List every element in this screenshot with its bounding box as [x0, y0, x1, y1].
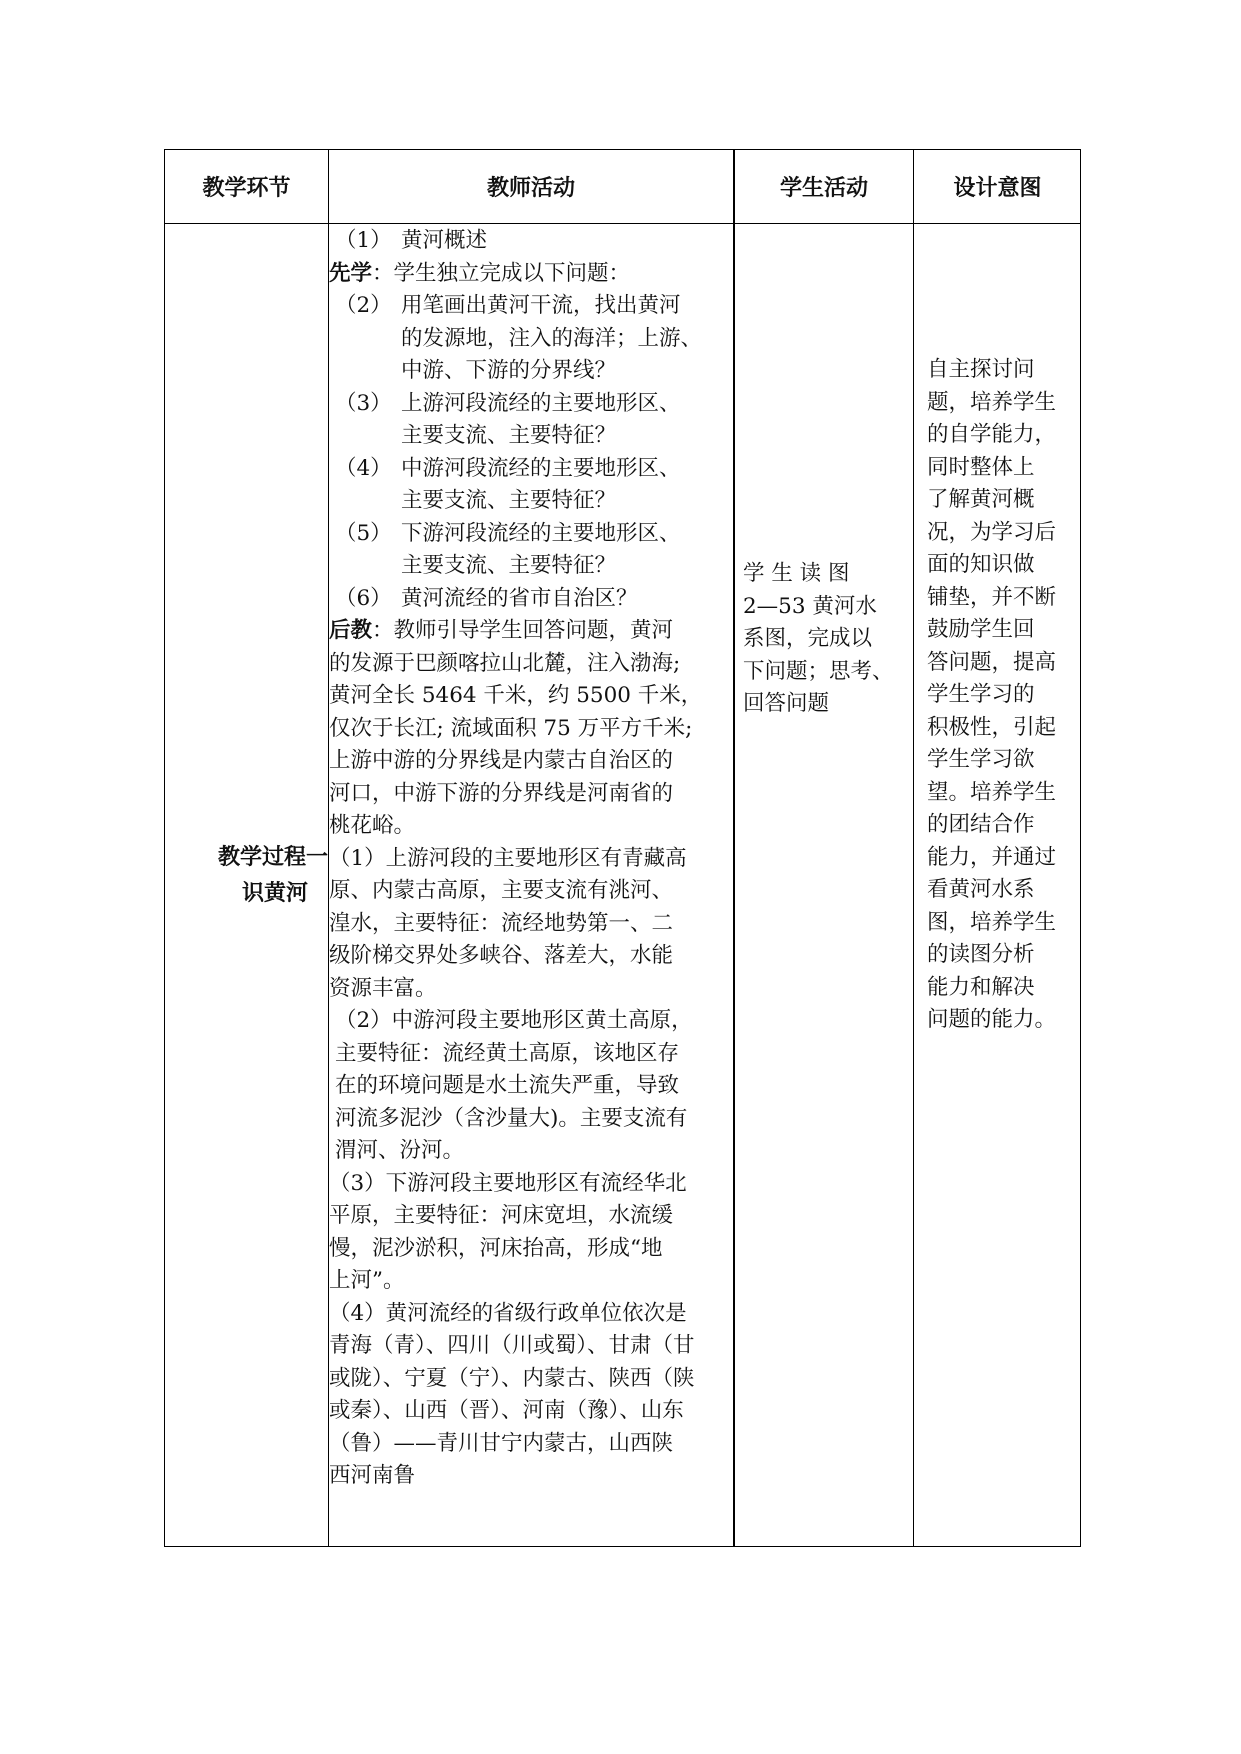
item-text: 主要支流、主要特征？ [401, 488, 617, 513]
paragraph-line: 回答问题 [743, 691, 830, 716]
paragraph-line: 图，培养学生 [927, 909, 1057, 935]
header-design-intent: 设计意图 [953, 176, 1042, 201]
header-student-activity: 学生活动 [779, 176, 868, 201]
header-teacher-activity: 教师活动 [486, 176, 575, 201]
paragraph-line: 上游中游的分界线是内蒙古自治区的 [329, 748, 674, 773]
item-text: 黄河流经的省市自治区？ [401, 585, 638, 611]
paragraph-line: 能力，并通过 [927, 844, 1057, 870]
column-divider [913, 150, 914, 1546]
item-number: （1） [335, 228, 392, 253]
paragraph-line: 平原，主要特征：河床宽坦，水流缓 [329, 1203, 674, 1228]
paragraph-line: 鼓励学生回 [927, 617, 1035, 642]
item-text: 中游、下游的分界线？ [401, 358, 617, 383]
item-number: （3） [335, 390, 392, 416]
paragraph-line: 系图，完成以 [743, 626, 873, 651]
design-intent-cell [927, 354, 1075, 1037]
item-number: （4） [335, 455, 392, 481]
paragraph-line: 答问题，提高 [927, 649, 1057, 675]
paragraph-line: 或秦）、山西（晋）、河南（豫）、山东 [329, 1398, 684, 1423]
paragraph-line: 资源丰富。 [329, 975, 437, 1001]
paragraph-line: 问题的能力。 [927, 1007, 1057, 1032]
paragraph-line: 原、内蒙古高原，主要支流有洮河、 [329, 878, 674, 903]
paragraph-line: 的发源于巴颜喀拉山北麓，注入渤海; [329, 650, 681, 676]
paragraph-line: 仅次于长江; 流域面积 75 万平方千米; [329, 715, 693, 741]
paragraph-line: 河流多泥沙（含沙量大)。主要支流有 [335, 1105, 688, 1131]
student-activity-cell [743, 558, 903, 721]
paragraph-line: 湟水，主要特征：流经地势第一、二 [329, 910, 674, 936]
post-teach-text: ：教师引导学生回答问题，黄河 [372, 618, 674, 643]
item-text: 用笔画出黄河干流，找出黄河 [401, 293, 681, 318]
paragraph-line: 河口，中游下游的分界线是河南省的 [329, 780, 674, 806]
section-label-line: 识黄河 [241, 881, 308, 906]
section-label [165, 840, 328, 912]
column-divider [733, 150, 735, 1546]
item-text: 上游河段流经的主要地形区、 [401, 390, 681, 416]
paragraph-line: 黄河全长 5464 千米，约 5500 千米， [329, 683, 703, 708]
paragraph-line: 铺垫，并不断 [927, 584, 1057, 610]
paragraph-line: 的读图分析 [927, 942, 1035, 967]
item-text: 下游河段流经的主要地形区、 [401, 520, 681, 546]
paragraph-line: 西河南鲁 [329, 1463, 416, 1488]
header-teaching-stage: 教学环节 [202, 176, 291, 201]
paragraph-line: 同时整体上 [927, 454, 1035, 480]
paragraph-line: （3）下游河段主要地形区有流经华北 [329, 1170, 687, 1196]
pre-learn-text: ：学生独立完成以下问题： [372, 260, 631, 286]
paragraph-line: （1）上游河段的主要地形区有青藏高 [329, 845, 687, 871]
paragraph-line: （鲁）——青川甘宁内蒙古，山西陕 [329, 1430, 674, 1456]
paragraph-line: 在的环境问题是水土流失严重，导致 [335, 1073, 680, 1098]
paragraph-line: 上河”。 [329, 1268, 405, 1293]
paragraph-line: 慢，泥沙淤积，河床抬高，形成“地 [329, 1235, 663, 1261]
lesson-plan-table [164, 149, 1081, 1547]
header-divider [165, 223, 1080, 224]
item-text: 中游河段流经的主要地形区、 [401, 455, 681, 481]
paragraph-line: 的团结合作 [927, 812, 1035, 837]
paragraph-line: （4）黄河流经的省级行政单位依次是 [329, 1300, 687, 1326]
paragraph-line: 的自学能力， [927, 422, 1057, 447]
item-text: 的发源地，注入的海洋；上游、 [401, 325, 703, 351]
teacher-activity-cell [329, 225, 733, 1493]
paragraph-line: 2—53 黄河水 [743, 593, 877, 619]
item-text: 黄河概述 [401, 228, 488, 253]
paragraph-line: 题，培养学生 [927, 389, 1057, 415]
item-text: 主要支流、主要特征？ [401, 423, 617, 448]
paragraph-line: （2）中游河段主要地形区黄土高原， [335, 1008, 693, 1033]
paragraph-line: 学生学习的 [927, 682, 1035, 707]
post-teach-label: 后教 [329, 618, 373, 643]
item-number: （5） [335, 520, 392, 546]
paragraph-line: 下问题；思考、 [743, 658, 894, 684]
paragraph-line: 主要特征：流经黄土高原，该地区存 [335, 1040, 680, 1066]
paragraph-line: 或陇）、宁夏（宁）、内蒙古、陕西（陕 [329, 1365, 695, 1391]
paragraph-line: 桃花峪。 [329, 813, 416, 838]
paragraph-line: 自主探讨问 [927, 357, 1035, 382]
item-text: 主要支流、主要特征？ [401, 553, 617, 578]
paragraph-line: 级阶梯交界处多峡谷、落差大，水能 [329, 943, 674, 968]
paragraph-line: 面的知识做 [927, 552, 1035, 577]
paragraph-line: 看黄河水系 [927, 877, 1035, 902]
item-number: （6） [335, 585, 392, 611]
paragraph-line: 学 生 读 图 [743, 561, 850, 586]
paragraph-line: 积极性，引起 [927, 714, 1057, 740]
paragraph-line: 了解黄河概 [927, 487, 1035, 512]
item-number: （2） [335, 293, 392, 318]
paragraph-line: 况，为学习后 [927, 519, 1057, 545]
paragraph-line: 青海（青）、四川（川或蜀）、甘肃（甘 [329, 1333, 695, 1358]
section-label-line: 教学过程一 [217, 845, 328, 870]
paragraph-line: 能力和解决 [927, 974, 1035, 1000]
paragraph-line: 望。培养学生 [927, 779, 1057, 805]
pre-learn-label: 先学 [329, 260, 373, 286]
paragraph-line: 渭河、汾河。 [335, 1138, 465, 1163]
paragraph-line: 学生学习欲 [927, 747, 1035, 772]
